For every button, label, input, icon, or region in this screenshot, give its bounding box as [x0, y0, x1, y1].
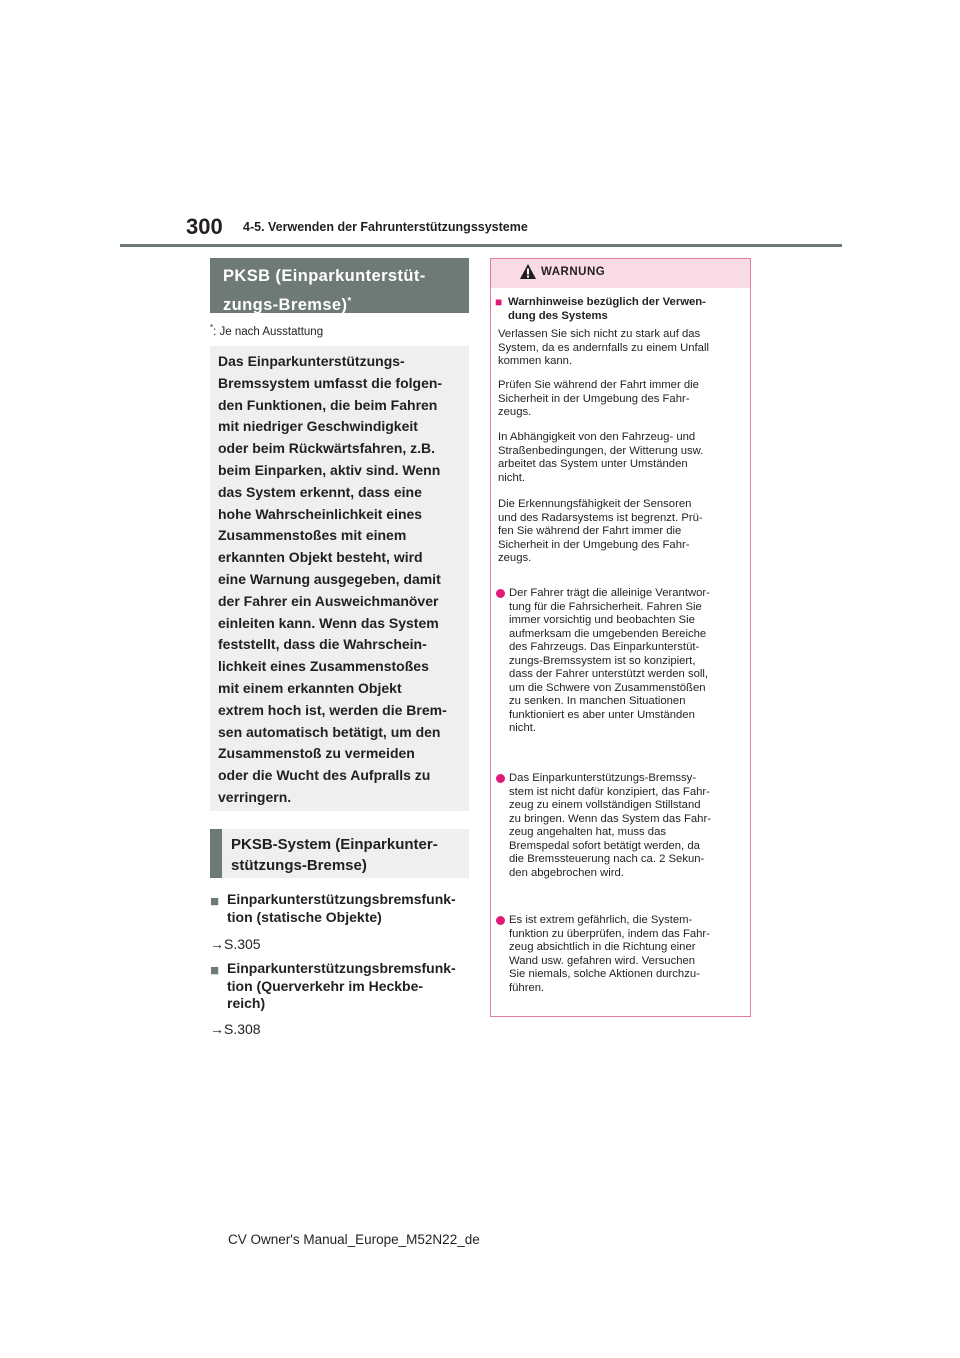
intro-line: sen automatisch betätigt, um den	[218, 723, 441, 740]
warning-line: zeugs.	[498, 406, 532, 418]
warning-line: um die Schwere von Zusammenstößen	[509, 681, 706, 694]
warning-bullet	[509, 772, 743, 880]
page-reference-link[interactable]	[210, 1021, 261, 1037]
intro-line: mit niedriger Geschwindigkeit	[218, 418, 418, 435]
intro-line: hohe Wahrscheinlichkeit eines	[218, 505, 423, 522]
bullet-dot-icon	[496, 589, 505, 598]
intro-line: der Fahrer ein Ausweichmanöver	[218, 592, 439, 609]
intro-line: beim Einparken, aktiv sind. Wenn	[218, 461, 441, 478]
warning-line: System, da es andernfalls zu einem Unfall	[498, 341, 709, 354]
intro-line: oder beim Rückwärtsfahren, z.B.	[218, 440, 436, 457]
intro-line: extrem hoch ist, werden die Brem-	[218, 701, 447, 718]
intro-line: das System erkennt, dass eine	[218, 483, 422, 500]
warning-line: zeug angehalten hat, muss das	[509, 826, 667, 838]
warning-paragraph	[498, 431, 743, 485]
square-bullet-icon: ■	[210, 962, 220, 979]
warning-line: nicht.	[509, 722, 537, 734]
function-item-cross-traffic	[210, 960, 469, 1013]
warning-line: tung für die Fahrsicherheit. Fahren Sie	[509, 600, 702, 613]
warning-line: zeug zu einem vollständigen Stillstand	[509, 799, 701, 811]
footnote	[210, 323, 323, 338]
warning-line: Das Einparkunterstützungs-Bremssy-	[509, 772, 697, 784]
pksb-heading-line2	[223, 289, 459, 318]
warning-line: nicht.	[498, 471, 526, 484]
pksb-heading-footnote-mark: *	[347, 296, 352, 307]
function-item-static-objects	[210, 891, 469, 926]
warning-line: des Fahrzeugs. Das Einparkunterstüt-	[509, 641, 700, 653]
warning-line: Sie niemals, solche Aktionen durchzu-	[509, 968, 700, 980]
warning-triangle-icon	[519, 263, 537, 280]
warning-header	[491, 259, 750, 288]
warning-bullet	[509, 587, 743, 736]
warning-line: und des Radarsystems ist begrenzt. Prü-	[498, 511, 703, 524]
pksb-system-heading	[210, 829, 469, 878]
function-item-line: tion (statische Objekte)	[227, 908, 382, 925]
warning-line: fen Sie während der Fahrt immer die	[498, 525, 682, 537]
warning-line: Es ist extrem gefährlich, die System-	[509, 914, 693, 926]
warning-label: WARNUNG	[541, 266, 606, 278]
intro-line: einleiten kann. Wenn das System	[218, 614, 439, 631]
warning-line: Bremspedal sofort betätigt werden, da	[509, 839, 700, 852]
function-item-line: tion (Querverkehr im Heckbe-	[227, 977, 424, 994]
warning-line: Sicherheit in der Umgebung des Fahr-	[498, 538, 690, 551]
intro-line: mit einem erkannten Objekt	[218, 679, 402, 696]
intro-line: lichkeit eines Zusammenstoßes	[218, 658, 429, 675]
footnote-text: : Je nach Ausstattung	[213, 325, 324, 338]
warning-box	[490, 258, 751, 1017]
warning-line: Sicherheit in der Umgebung des Fahr-	[498, 392, 690, 405]
warning-heading-line: Warnhinweise bezüglich der Verwen-	[508, 296, 706, 308]
intro-line: erkannten Objekt besteht, wird	[218, 549, 423, 566]
section-title: 4-5. Verwenden der Fahrunterstützungssysteme	[243, 220, 528, 234]
warning-line: Wand usw. gefahren wird. Versuchen	[509, 954, 696, 967]
intro-line: Das Einparkunterstützungs-	[218, 353, 405, 369]
intro-line: verringern.	[218, 788, 292, 805]
square-bullet-icon: ■	[495, 295, 503, 309]
intro-line: Bremssystem umfasst die folgen-	[218, 374, 443, 391]
warning-line: Verlassen Sie sich nicht zu stark auf das	[498, 328, 701, 340]
warning-heading	[495, 295, 743, 323]
function-item-line: reich)	[227, 995, 266, 1011]
warning-paragraph	[498, 498, 743, 566]
page-reference-text: S.308	[224, 1021, 261, 1037]
pksb-system-heading-line2: stützungs-Bremse)	[231, 857, 367, 874]
warning-line: die Bremssteuerung nach ca. 2 Sekun-	[509, 853, 705, 865]
warning-line: Prüfen Sie während der Fahrt immer die	[498, 379, 699, 391]
warning-line: führen.	[509, 981, 545, 994]
warning-bullet	[509, 914, 743, 995]
page-number: 300	[186, 214, 223, 239]
pksb-system-heading-line1: PKSB-System (Einparkunter-	[231, 836, 438, 853]
warning-line: kommen kann.	[498, 355, 573, 367]
warning-line: zeugs.	[498, 552, 532, 564]
arrow-icon: →	[210, 936, 224, 952]
pksb-heading-line1: PKSB (Einparkunterstüt-	[223, 267, 426, 285]
warning-paragraph	[498, 379, 743, 420]
square-bullet-icon: ■	[210, 893, 220, 910]
warning-line: dass der Fahrer unterstützt werden soll,	[509, 668, 709, 680]
function-item-line: Einparkunterstützungsbremsfunk-	[227, 960, 456, 976]
bullet-dot-icon	[496, 774, 505, 783]
page-reference-link[interactable]	[210, 936, 261, 952]
warning-line: In Abhängigkeit von den Fahrzeug- und	[498, 431, 696, 443]
intro-line: oder die Wucht des Aufpralls zu	[218, 767, 431, 784]
header-divider	[120, 244, 842, 247]
warning-line: funktioniert es aber unter Umständen	[509, 708, 695, 721]
bullet-dot-icon	[496, 916, 505, 925]
warning-line: Der Fahrer trägt die alleinige Verantwor-	[509, 587, 710, 599]
intro-box	[210, 346, 469, 811]
warning-line: funktion zu überprüfen, indem das Fahr-	[509, 927, 710, 940]
warning-heading-line: dung des Systems	[508, 309, 608, 322]
intro-line: den Funktionen, die beim Fahren	[218, 396, 438, 413]
intro-line: eine Warnung ausgegeben, damit	[218, 570, 441, 587]
warning-line: zeug absichtlich in die Richtung einer	[509, 941, 696, 953]
function-item-line: Einparkunterstützungsbremsfunk-	[227, 891, 456, 907]
warning-line: Die Erkennungsfähigkeit der Sensoren	[498, 498, 692, 510]
intro-line: Zusammenstoß zu vermeiden	[218, 745, 415, 762]
warning-line: den abgebrochen wird.	[509, 866, 624, 879]
intro-line: feststellt, dass die Wahrschein-	[218, 636, 427, 653]
footer-text: CV Owner's Manual_Europe_M52N22_de	[228, 1232, 480, 1247]
intro-line: Zusammenstoßes mit einem	[218, 527, 407, 544]
warning-paragraph	[498, 328, 743, 369]
footnote-mark: *	[210, 323, 214, 332]
warning-line: zu bringen. Wenn das System das Fahr-	[509, 812, 711, 825]
warning-line: zungs-Bremssystem ist so konzipiert,	[509, 654, 696, 667]
arrow-icon: →	[210, 1021, 224, 1037]
warning-line: Straßenbedingungen, der Witterung usw.	[498, 444, 704, 457]
warning-line: aufmerksam die umgebenden Bereiche	[509, 627, 707, 640]
warning-line: zu senken. In manchen Situationen	[509, 695, 686, 707]
pksb-heading-line2-text: zungs-Bremse)	[223, 296, 348, 314]
warning-line: immer vorsichtig und beobachten Sie	[509, 614, 695, 626]
warning-line: stem ist nicht dafür konzipiert, das Fahr-	[509, 785, 710, 798]
warning-line: arbeitet das System unter Umständen	[498, 458, 688, 470]
page-reference-text: S.305	[224, 936, 261, 952]
pksb-heading	[210, 258, 469, 313]
